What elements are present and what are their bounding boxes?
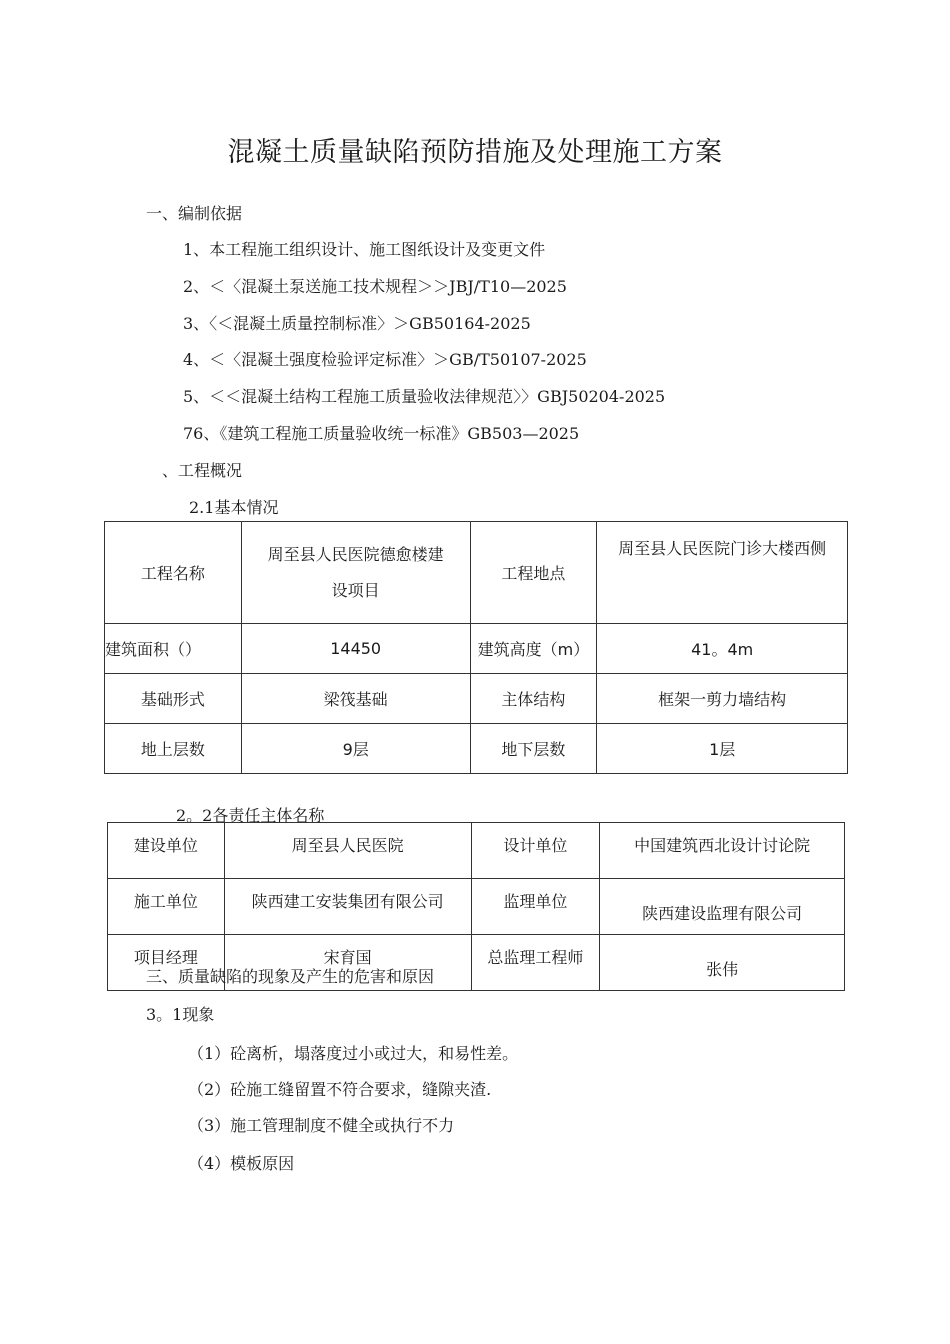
section1-heading: 一、编制依据: [146, 204, 243, 223]
table-row: [105, 724, 848, 774]
table-row: [105, 674, 848, 724]
phenomenon-item-1: （1）砼离析，塌落度过小或过大，和易性差。: [188, 1044, 519, 1063]
section3-heading: 三、质量缺陷的现象及产生的危害和原因: [146, 967, 435, 986]
project-name-line1: 周至县人民医院德愈楼建: [267, 544, 444, 564]
phenomenon-item-3: （3）施工管理制度不健全或执行不力: [188, 1116, 455, 1135]
basis-item-4: 4、＜〈混凝土强度检验评定标准〉＞GB/T50107-2025: [183, 350, 587, 369]
table-cell: 14450: [241, 624, 470, 674]
table-cell: 建筑面积（）: [105, 624, 242, 674]
basis-item-3: 3、〈＜混凝土质量控制标准〉＞GB50164-2025: [183, 314, 531, 333]
table-cell: 地上层数: [105, 724, 242, 774]
basis-item-1: 1、本工程施工组织设计、施工图纸设计及变更文件: [183, 240, 546, 259]
table-cell: 1层: [597, 724, 848, 774]
table-cell: 监理单位: [471, 879, 600, 935]
table-cell: 项目经理: [108, 935, 225, 991]
basic-info-table: [104, 521, 848, 774]
table-cell: 张伟: [600, 935, 845, 991]
table-cell: 41。4m: [597, 624, 848, 674]
table-cell: 工程名称: [105, 522, 242, 624]
section2-heading: 、工程概况: [162, 461, 243, 480]
project-name-line2: 设项目: [331, 580, 380, 600]
basis-item-2: 2、＜〈混凝土泵送施工技术规程＞＞JBJ/T10—2025: [183, 277, 567, 296]
table-cell: 基础形式: [105, 674, 242, 724]
table-cell: 中国建筑西北设计讨论院: [600, 823, 845, 879]
table-cell: 工程地点: [470, 522, 597, 624]
table-cell: 总监理工程师: [471, 935, 600, 991]
document-title: 混凝土质量缺陷预防措施及处理施工方案: [227, 137, 723, 168]
table-cell: 建筑高度（m）: [470, 624, 597, 674]
table-row: [105, 624, 848, 674]
table-cell: 周至县人民医院门诊大楼西侧: [597, 522, 848, 624]
table-cell: 陕西建设监理有限公司: [600, 879, 845, 935]
table-cell: 梁筏基础: [241, 674, 470, 724]
basis-item-5: 5、＜＜混凝土结构工程施工质量验收法律规范〉〉GBJ50204-2025: [183, 387, 666, 406]
section2-sub1: 2.1基本情况: [189, 498, 279, 517]
table-cell: 9层: [241, 724, 470, 774]
table-row: [105, 522, 848, 624]
table-cell: 宋育国: [224, 935, 471, 991]
table-row: [108, 879, 845, 935]
basis-item-6: 76、《建筑工程施工质量验收统一标准》GB503—2025: [183, 424, 580, 443]
table-cell: 周至县人民医院: [224, 823, 471, 879]
table-cell: 地下层数: [470, 724, 597, 774]
table-cell: 主体结构: [470, 674, 597, 724]
table-cell: [241, 522, 470, 624]
table-cell: 陕西建工安装集团有限公司: [224, 879, 471, 935]
phenomenon-item-2: （2）砼施工缝留置不符合要求，缝隙夹渣.: [188, 1080, 492, 1099]
phenomenon-item-4: （4）模板原因: [188, 1154, 295, 1173]
section3-sub1: 3。1现象: [146, 1005, 215, 1024]
table-cell: 框架一剪力墙结构: [597, 674, 848, 724]
table-cell: 设计单位: [471, 823, 600, 879]
table-cell: 建设单位: [108, 823, 225, 879]
section2-sub2: 2。2各责任主体名称: [176, 806, 325, 825]
table-cell: 施工单位: [108, 879, 225, 935]
table-row: [108, 823, 845, 879]
